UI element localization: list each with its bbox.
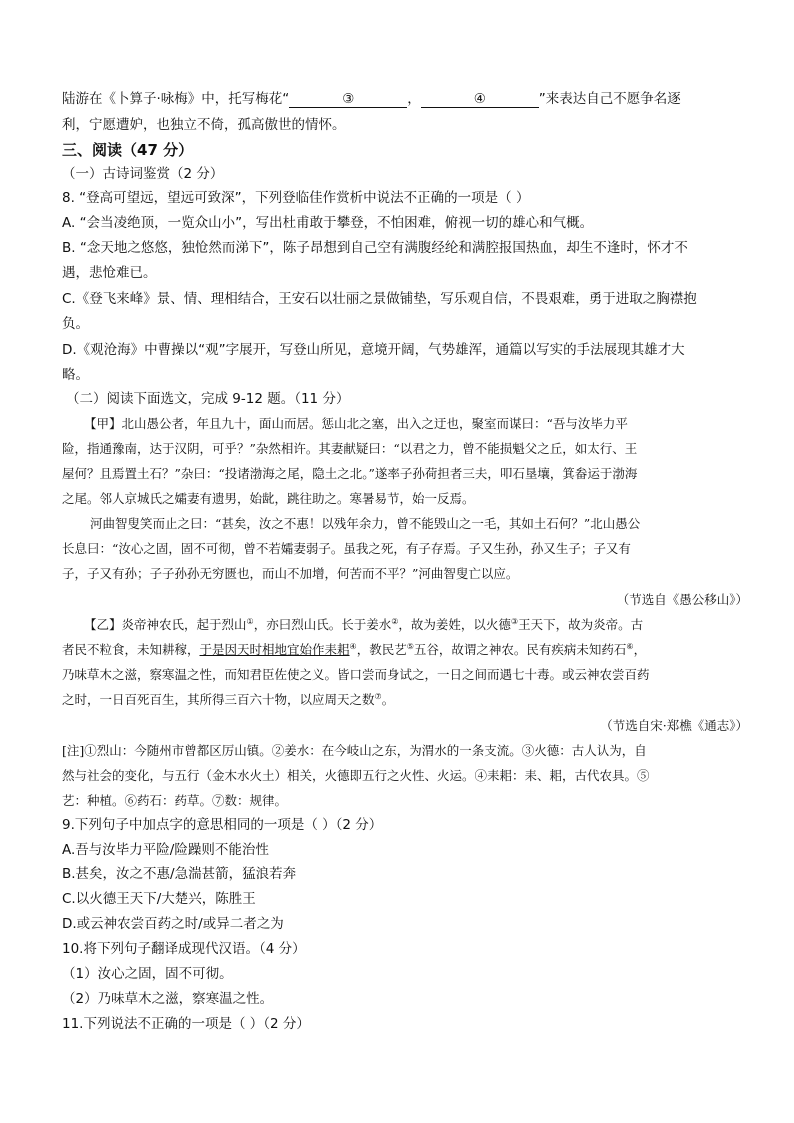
fill-blank-4[interactable]: ④ bbox=[421, 91, 539, 108]
q9-option-a: A.吾与汝毕力平险/险躁则不能治性 bbox=[62, 842, 269, 858]
passage-jia-line: 屋何？且焉置土石？”杂曰：“投诸渤海之尾，隐土之北。”遂率子孙荷担者三夫，叩石垦壤，箕畚运于渤海 bbox=[62, 466, 638, 481]
yi-text: ，教民艺 bbox=[356, 642, 407, 657]
poetry-heading: （一）古诗词鉴赏（2 分） bbox=[62, 166, 224, 182]
question-11: 11.下列说法不正确的一项是（ ）（2 分） bbox=[62, 1016, 310, 1032]
footnote-marker: ④ bbox=[349, 641, 357, 651]
passage-jia-line: 【甲】北山愚公者，年且九十，面山而居。惩山北之塞，出入之迂也，聚室而谋曰：“吾与汝毕力平 bbox=[84, 416, 628, 431]
yi-text: ，亦曰烈山氏。长于姜水 bbox=[253, 617, 392, 632]
footnote-marker: ⑥ bbox=[626, 641, 634, 651]
q10-item-2: （2）乃味草木之滋，察寒温之性。 bbox=[62, 991, 274, 1007]
notes-line: 艺：种植。⑥药石：药草。⑦数：规律。 bbox=[62, 793, 288, 808]
passage-yi-line-3: 乃味草木之滋，察寒温之性，而知君臣佐使之义。皆口尝而身试之，一日之间而遇七十毒。或云神农尝百药 bbox=[62, 667, 650, 682]
yi-text: 之时，一日百死百生，其所得三百六十物，以应周天之数 bbox=[62, 692, 375, 707]
q9-option-d: D.或云神农尝百药之时/或异二者之为 bbox=[62, 916, 284, 932]
intro-line-1 bbox=[62, 89, 681, 109]
q8-option-c: C.《登飞来峰》景、情、理相结合，王安石以壮丽之景做铺垫，写乐观自信，不畏艰难，勇于进取之胸襟抱 bbox=[62, 291, 697, 307]
yi-text: 五谷，故谓之神农。民有疾病未知药石 bbox=[413, 642, 627, 657]
yi-text: 王天下，故为炎帝。古 bbox=[518, 617, 644, 632]
question-10: 10.将下列句子翻译成现代汉语。（4 分） bbox=[62, 941, 306, 957]
footnote-marker: ⑦ bbox=[374, 691, 382, 701]
yi-text: 【乙】炎帝神农氏，起于烈山 bbox=[84, 617, 247, 632]
classical-heading: （二）阅读下面选文，完成 9-12 题。（11 分） bbox=[66, 391, 350, 407]
q8-option-a: A. “会当凌绝顶，一览众山小”，写出杜甫敢于攀登，不怕困难，俯视一切的雄心和气概。 bbox=[62, 215, 594, 231]
section-3-title: 三、阅读（47 分） bbox=[62, 141, 194, 159]
yi-text: 者民不粒食，未知耕稼， bbox=[62, 642, 200, 657]
question-8: 8. “登高可望远，望远可致深”，下列登临佳作赏析中说法不正确的一项是（ ） bbox=[62, 190, 530, 206]
q8-option-d-cont: 略。 bbox=[62, 367, 89, 383]
fill-blank-3[interactable]: ③ bbox=[289, 91, 407, 108]
passage-jia-line: 长息曰：“汝心之固，固不可彻，曾不若孀妻弱子。虽我之死，有子存焉。子又生孙，孙又生子；子又有 bbox=[62, 541, 631, 556]
yi-text: 。 bbox=[381, 692, 395, 707]
yi-text: ， bbox=[633, 642, 647, 657]
notes-line: 然与社会的变化，与五行（金木水火土）相关，火德即五行之火性、火运。④耒耜：耒、耜，古代农具。⑤ bbox=[62, 768, 650, 783]
q8-option-b: B. “念天地之悠悠，独怆然而涕下”，陈子昂想到自己空有满腹经纶和满腔报国热血，却生不逢时，怀才不 bbox=[62, 240, 688, 256]
passage-jia-line: 子，子又有孙；子子孙孙无穷匮也，而山不加增，何苦而不平？”河曲智叟亡以应。 bbox=[62, 566, 519, 581]
intro-text-b: ”来表达自己不愿争名逐 bbox=[538, 91, 681, 107]
notes-line: [注]①烈山：今随州市曾都区厉山镇。②姜水：在今岐山之东，为渭水的一条支流。③火德：古人认为，自 bbox=[62, 743, 647, 758]
passage-yi-line-1 bbox=[84, 615, 643, 635]
passage-jia-line: 之尾。邻人京城氏之孀妻有遗男，始龀，跳往助之。寒暑易节，始一反焉。 bbox=[62, 491, 475, 506]
intro-sep: ， bbox=[407, 91, 421, 107]
passage-yi-source: （节选自宋·郑樵《通志》） bbox=[600, 718, 748, 733]
q8-option-d: D.《观沧海》中曹操以“观”字展开，写登山所见，意境开阔，气势雄浑，通篇以写实的手法展现其雄才大 bbox=[62, 342, 685, 358]
footnote-marker: ② bbox=[391, 616, 399, 626]
q10-item-1: （1）汝心之固，固不可彻。 bbox=[62, 966, 233, 982]
passage-jia-source: （节选自《愚公移山》） bbox=[616, 592, 748, 607]
q9-option-b: B.甚矣，汝之不惠/急湍甚箭，猛浪若奔 bbox=[62, 866, 297, 882]
question-9: 9.下列句子中加点字的意思相同的一项是（ ）（2 分） bbox=[62, 817, 383, 833]
passage-jia-line: 河曲智叟笑而止之曰：“甚矣，汝之不惠！以残年余力，曾不能毁山之一毛，其如土石何？”北山愚公 bbox=[90, 516, 641, 531]
intro-text-a: 陆游在《卜算子·咏梅》中，托写梅花“ bbox=[62, 91, 290, 107]
underlined-sentence: 于是因天时相地宜始作耒耜 bbox=[199, 642, 350, 657]
passage-jia-line: 险，指通豫南，达于汉阴，可乎？”杂然相许。其妻献疑曰：“以君之力，曾不能损魁父之丘，如太行、王 bbox=[62, 441, 638, 456]
passage-yi-line-2 bbox=[62, 640, 646, 660]
yi-text: ，故为姜姓，以火德 bbox=[398, 617, 511, 632]
passage-yi-line-4 bbox=[62, 690, 394, 710]
intro-line-2: 利，宁愿遭妒，也独立不倚，孤高傲世的情怀。 bbox=[62, 117, 346, 133]
footnote-marker: ① bbox=[246, 616, 254, 626]
footnote-marker: ③ bbox=[510, 616, 519, 626]
q9-option-c: C.以火德王天下/大楚兴，陈胜王 bbox=[62, 891, 256, 907]
q8-option-c-cont: 负。 bbox=[62, 316, 89, 332]
q8-option-b-cont: 遇，悲怆难已。 bbox=[62, 265, 157, 281]
footnote-marker: ⑤ bbox=[406, 641, 414, 651]
